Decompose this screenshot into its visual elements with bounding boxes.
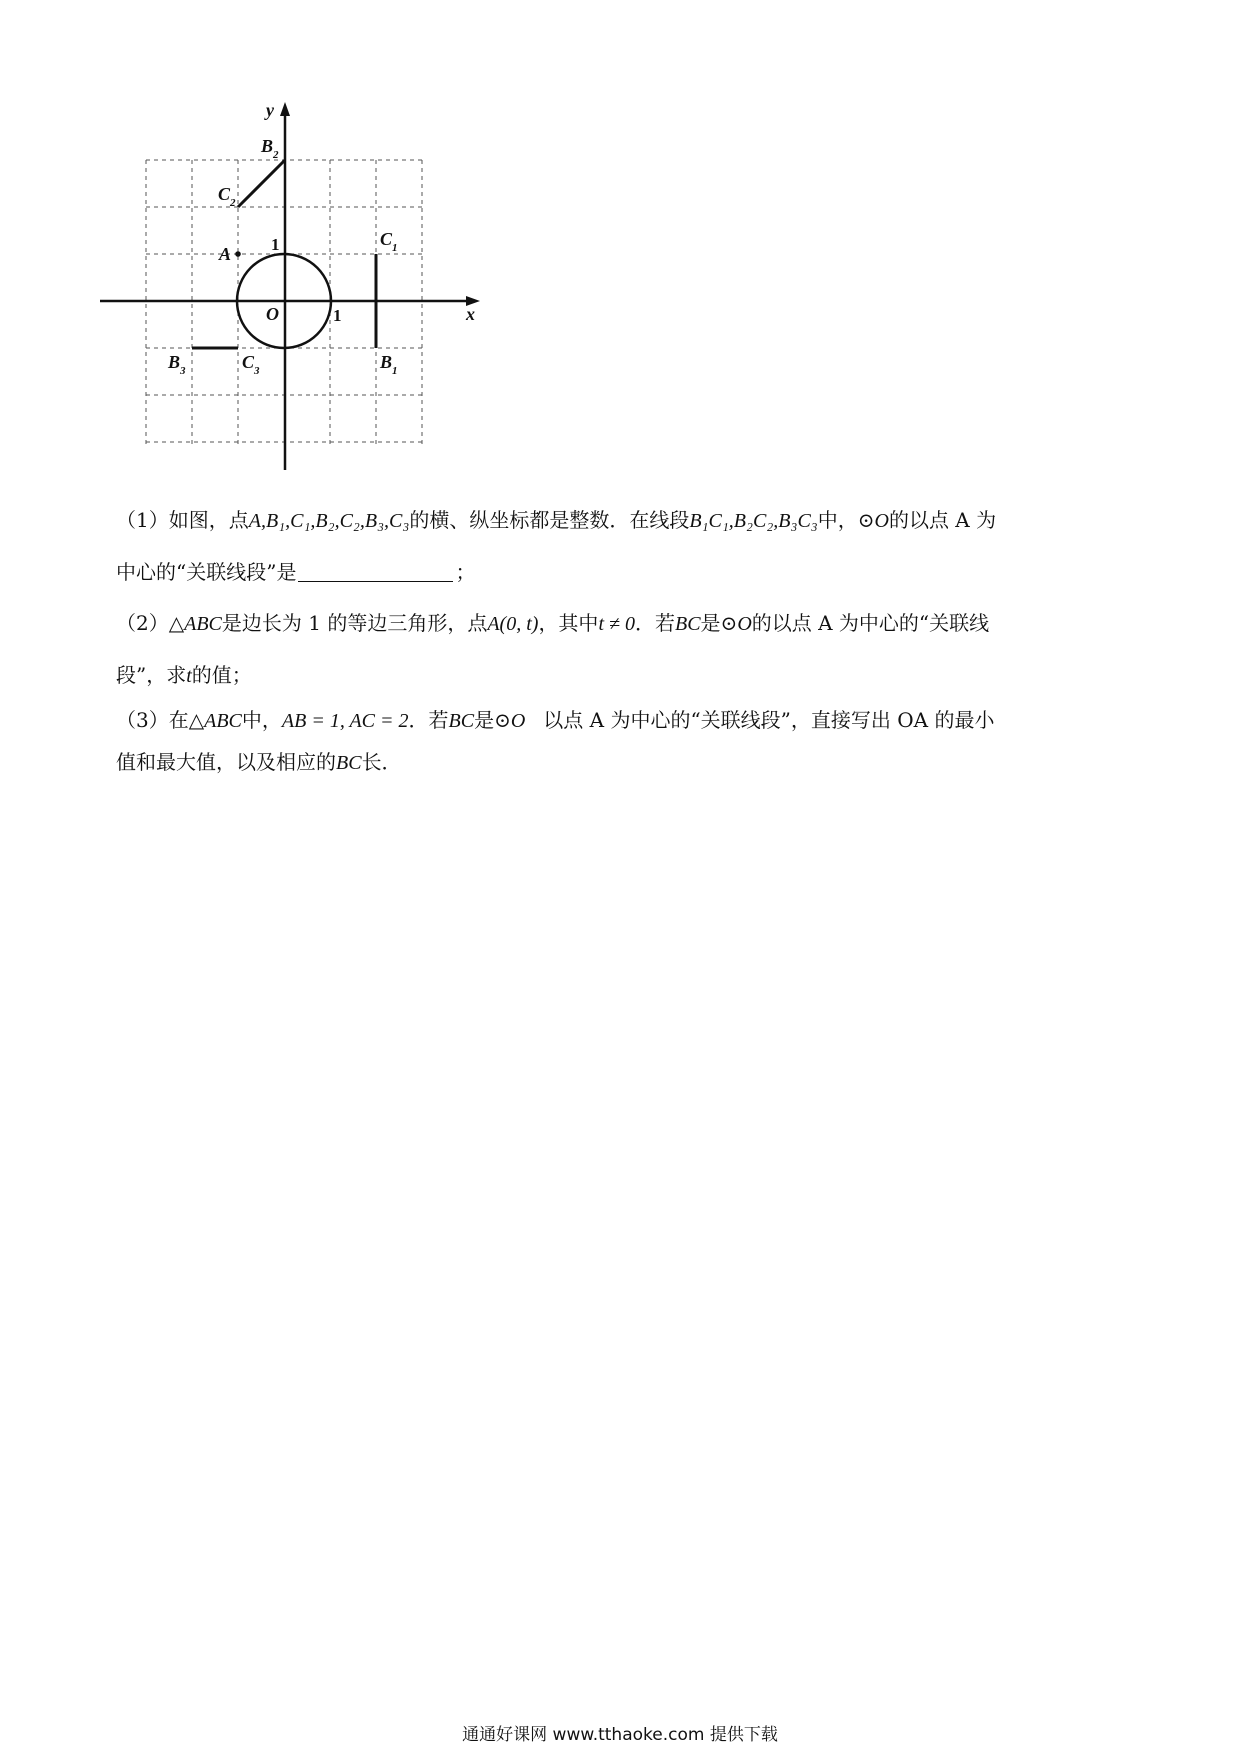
y-axis	[280, 102, 290, 470]
q2-circle-o: O	[737, 613, 752, 635]
q3-text-end: 以点 A 为中心的“关联线段”，直接写出 OA 的最小	[543, 708, 995, 732]
coordinate-figure	[100, 100, 540, 530]
x-axis-label: x	[466, 304, 475, 324]
x-axis	[100, 296, 480, 306]
q2-text-if: ．若	[634, 611, 675, 635]
x-tick-1: 1	[333, 306, 342, 325]
q2-text-side: 是边长为 1 的等边三角形，点	[221, 611, 488, 635]
q2-point-a: A(0, t)	[487, 613, 539, 635]
q1-segment-list: B₁C₁,B₂C₂,B₃C₃	[689, 510, 818, 532]
q3-text-length: 长．	[361, 750, 402, 774]
label-c1: $C_1$	[380, 229, 398, 254]
q1-text-integers: 的横、纵坐标都是整数．在线段	[409, 508, 690, 532]
q1-text-middle: 中，⊙	[817, 508, 875, 532]
footer-credit: 通通好课网 www.tthaoke.com 提供下载	[462, 1725, 778, 1745]
q1-circle-o: O	[874, 510, 889, 532]
question-2-line-2	[116, 661, 1136, 690]
q1-text-center: 中心的“关联线段”是	[116, 560, 297, 584]
label-b1: $B_1$	[380, 352, 398, 377]
q2-intro: （2）△	[116, 611, 185, 635]
q3-text-in: 中，	[241, 708, 282, 732]
answer-blank[interactable]	[298, 561, 453, 582]
q2-text-value: 的值；	[191, 663, 252, 687]
q2-text-end: 的以点 A 为中心的“关联线	[751, 611, 990, 635]
question-1-line-1	[116, 506, 1136, 535]
label-b2: $B_2$	[261, 136, 279, 161]
q3-text-if: ．若	[408, 708, 449, 732]
q2-condition: t ≠ 0	[598, 613, 635, 635]
q3-length-bc: BC	[336, 752, 362, 774]
q1-semicolon: ；	[455, 560, 476, 584]
question-3-line-1	[116, 706, 1136, 735]
q3-segment-bc: BC	[448, 710, 475, 732]
q3-intro: （3）在△	[116, 708, 205, 732]
q1-point-list: A,B₁,C₁,B₂,C₂,B₃,C₃	[248, 510, 410, 532]
origin-label: O	[266, 304, 279, 324]
q2-variable-t: t	[186, 665, 192, 687]
q3-condition: AB = 1, AC = 2	[281, 710, 409, 732]
label-c2: $C_2$	[218, 184, 236, 209]
question-1-line-2	[116, 558, 1136, 586]
q3-text-is: 是⊙	[474, 708, 511, 732]
q2-triangle: ABC	[184, 613, 222, 635]
q2-segment-bc: BC	[674, 613, 701, 635]
q1-intro: （1）如图，点	[116, 508, 249, 532]
y-tick-1: 1	[271, 235, 280, 254]
q2-text-is: 是⊙	[700, 611, 738, 635]
q1-text-end: 的以点 A 为	[888, 508, 997, 532]
q3-triangle: ABC	[204, 710, 242, 732]
label-b3: $B_3$	[168, 352, 186, 377]
label-c3: $C_3$	[242, 352, 260, 377]
q2-text-where: ，其中	[538, 611, 599, 635]
q2-text-find: 段”，求	[116, 663, 187, 687]
q3-text-value: 值和最大值，以及相应的	[116, 750, 336, 774]
point-a-dot	[235, 251, 241, 257]
point-a-label: A	[219, 244, 232, 264]
question-2-line-1	[116, 609, 1136, 638]
segment-b2c2	[238, 160, 285, 207]
coordinate-plane-svg	[100, 100, 540, 530]
q3-circle-o: O	[510, 710, 526, 732]
y-axis-label: y	[266, 100, 274, 120]
question-3-line-2	[116, 748, 1136, 777]
